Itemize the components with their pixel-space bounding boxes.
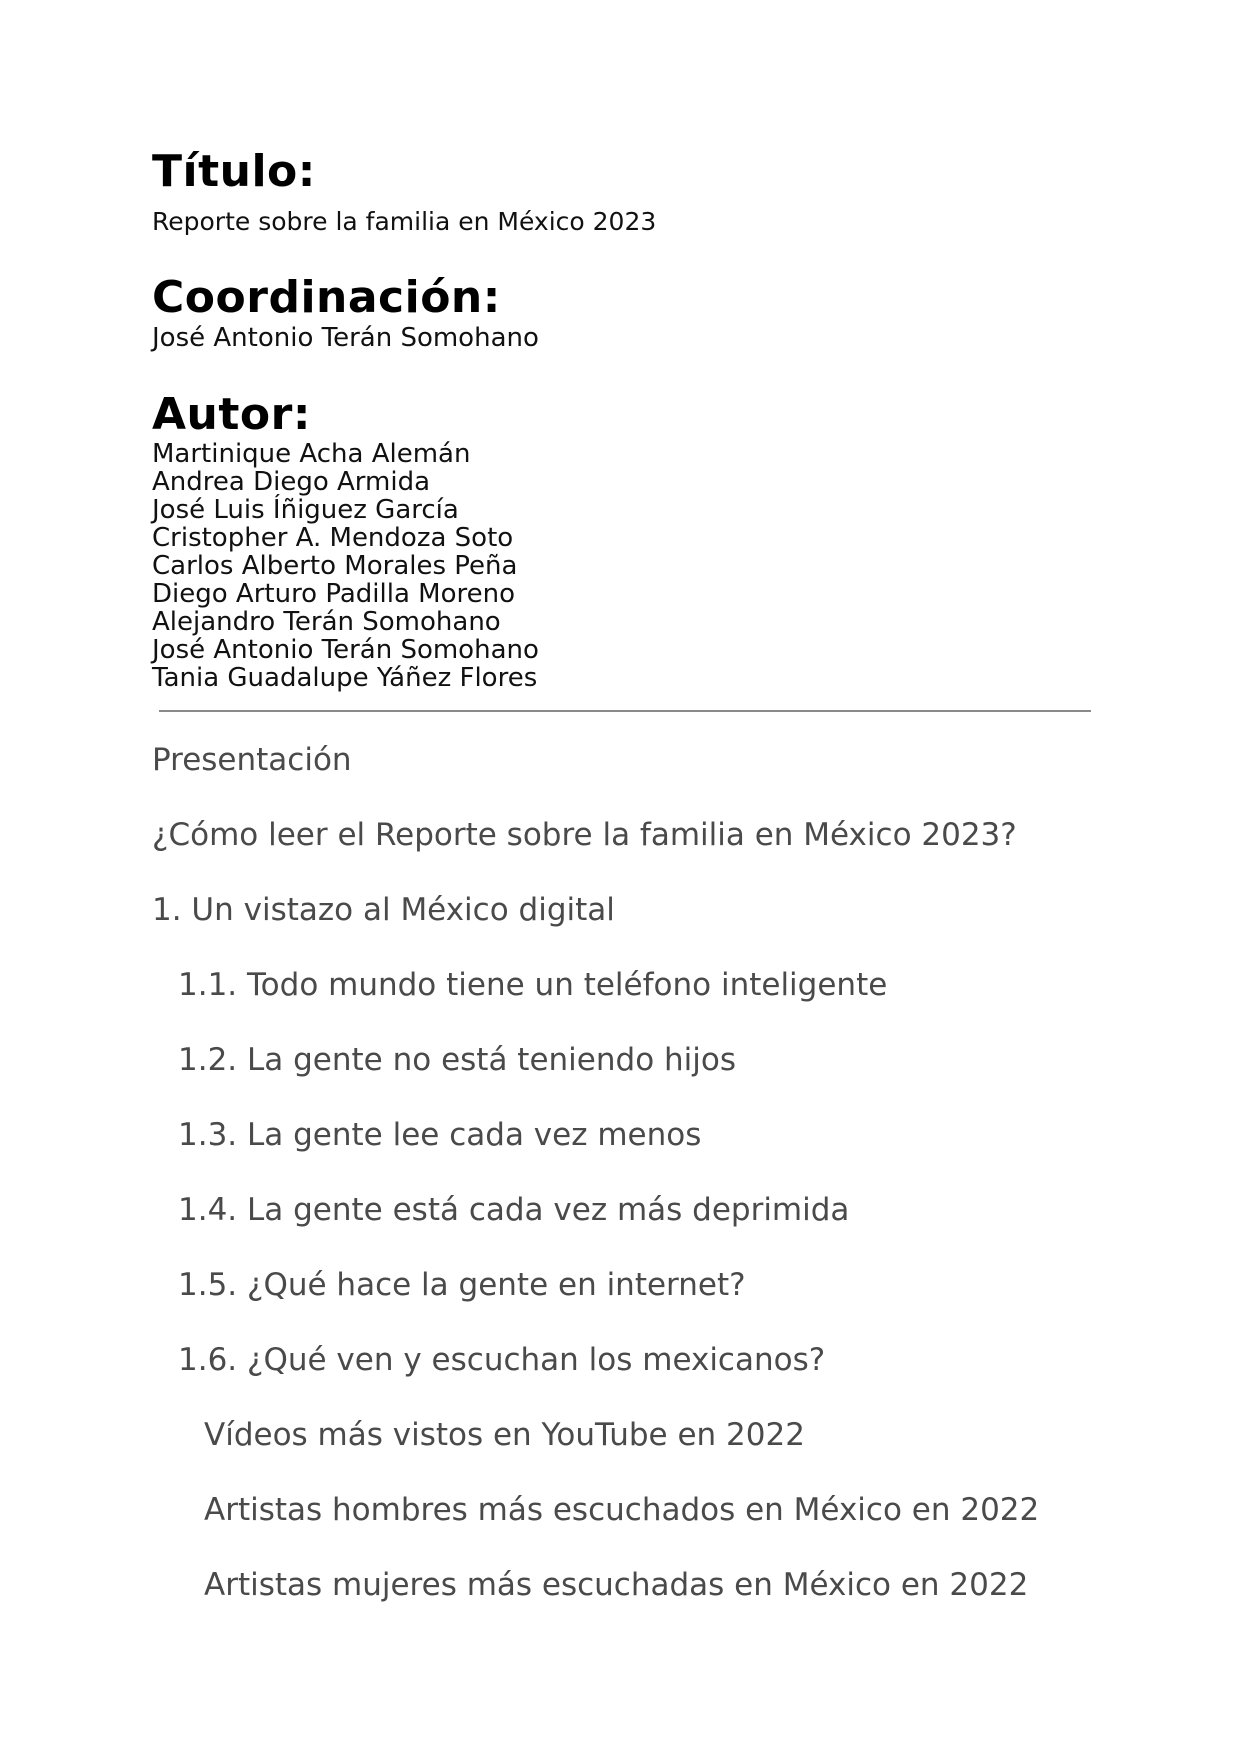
section-divider xyxy=(159,710,1091,712)
toc-item-1-6[interactable]: 1.6. ¿Qué ven y escuchan los mexicanos? xyxy=(178,1342,826,1378)
toc-item-1-5[interactable]: 1.5. ¿Qué hace la gente en internet? xyxy=(178,1267,746,1303)
title-heading: Título: xyxy=(152,146,316,197)
author-name: Alejandro Terán Somohano xyxy=(152,607,501,637)
toc-item-1-2[interactable]: 1.2. La gente no está teniendo hijos xyxy=(178,1042,736,1078)
toc-item-male-artists[interactable]: Artistas hombres más escuchados en México en 2022 xyxy=(204,1492,1040,1528)
title-value: Reporte sobre la familia en México 2023 xyxy=(152,207,657,236)
toc-item-como-leer[interactable]: ¿Cómo leer el Reporte sobre la familia en México 2023? xyxy=(152,817,1017,853)
author-name: Carlos Alberto Morales Peña xyxy=(152,551,518,581)
author-name: Martinique Acha Alemán xyxy=(152,439,471,469)
author-list xyxy=(152,440,539,692)
toc-item-presentacion[interactable]: Presentación xyxy=(152,742,352,778)
author-name: Andrea Diego Armida xyxy=(152,467,431,497)
toc-item-1-1[interactable]: 1.1. Todo mundo tiene un teléfono inteligente xyxy=(178,967,888,1003)
toc-item-female-artists[interactable]: Artistas mujeres más escuchadas en México en 2022 xyxy=(204,1567,1029,1603)
toc-item-1-3[interactable]: 1.3. La gente lee cada vez menos xyxy=(178,1117,702,1153)
toc-item-chapter-1[interactable]: 1. Un vistazo al México digital xyxy=(152,892,615,928)
toc-item-youtube-videos[interactable]: Vídeos más vistos en YouTube en 2022 xyxy=(204,1417,805,1453)
author-name: Tania Guadalupe Yáñez Flores xyxy=(152,663,538,693)
author-name: Diego Arturo Padilla Moreno xyxy=(152,579,516,609)
author-heading: Autor: xyxy=(152,389,311,440)
toc-item-1-4[interactable]: 1.4. La gente está cada vez más deprimida xyxy=(178,1192,850,1228)
author-name: Cristopher A. Mendoza Soto xyxy=(152,523,514,553)
coordination-heading: Coordinación: xyxy=(152,272,501,323)
coordination-value: José Antonio Terán Somohano xyxy=(152,323,539,353)
author-name: José Luis Íñiguez García xyxy=(152,495,459,525)
author-name: José Antonio Terán Somohano xyxy=(152,635,539,665)
